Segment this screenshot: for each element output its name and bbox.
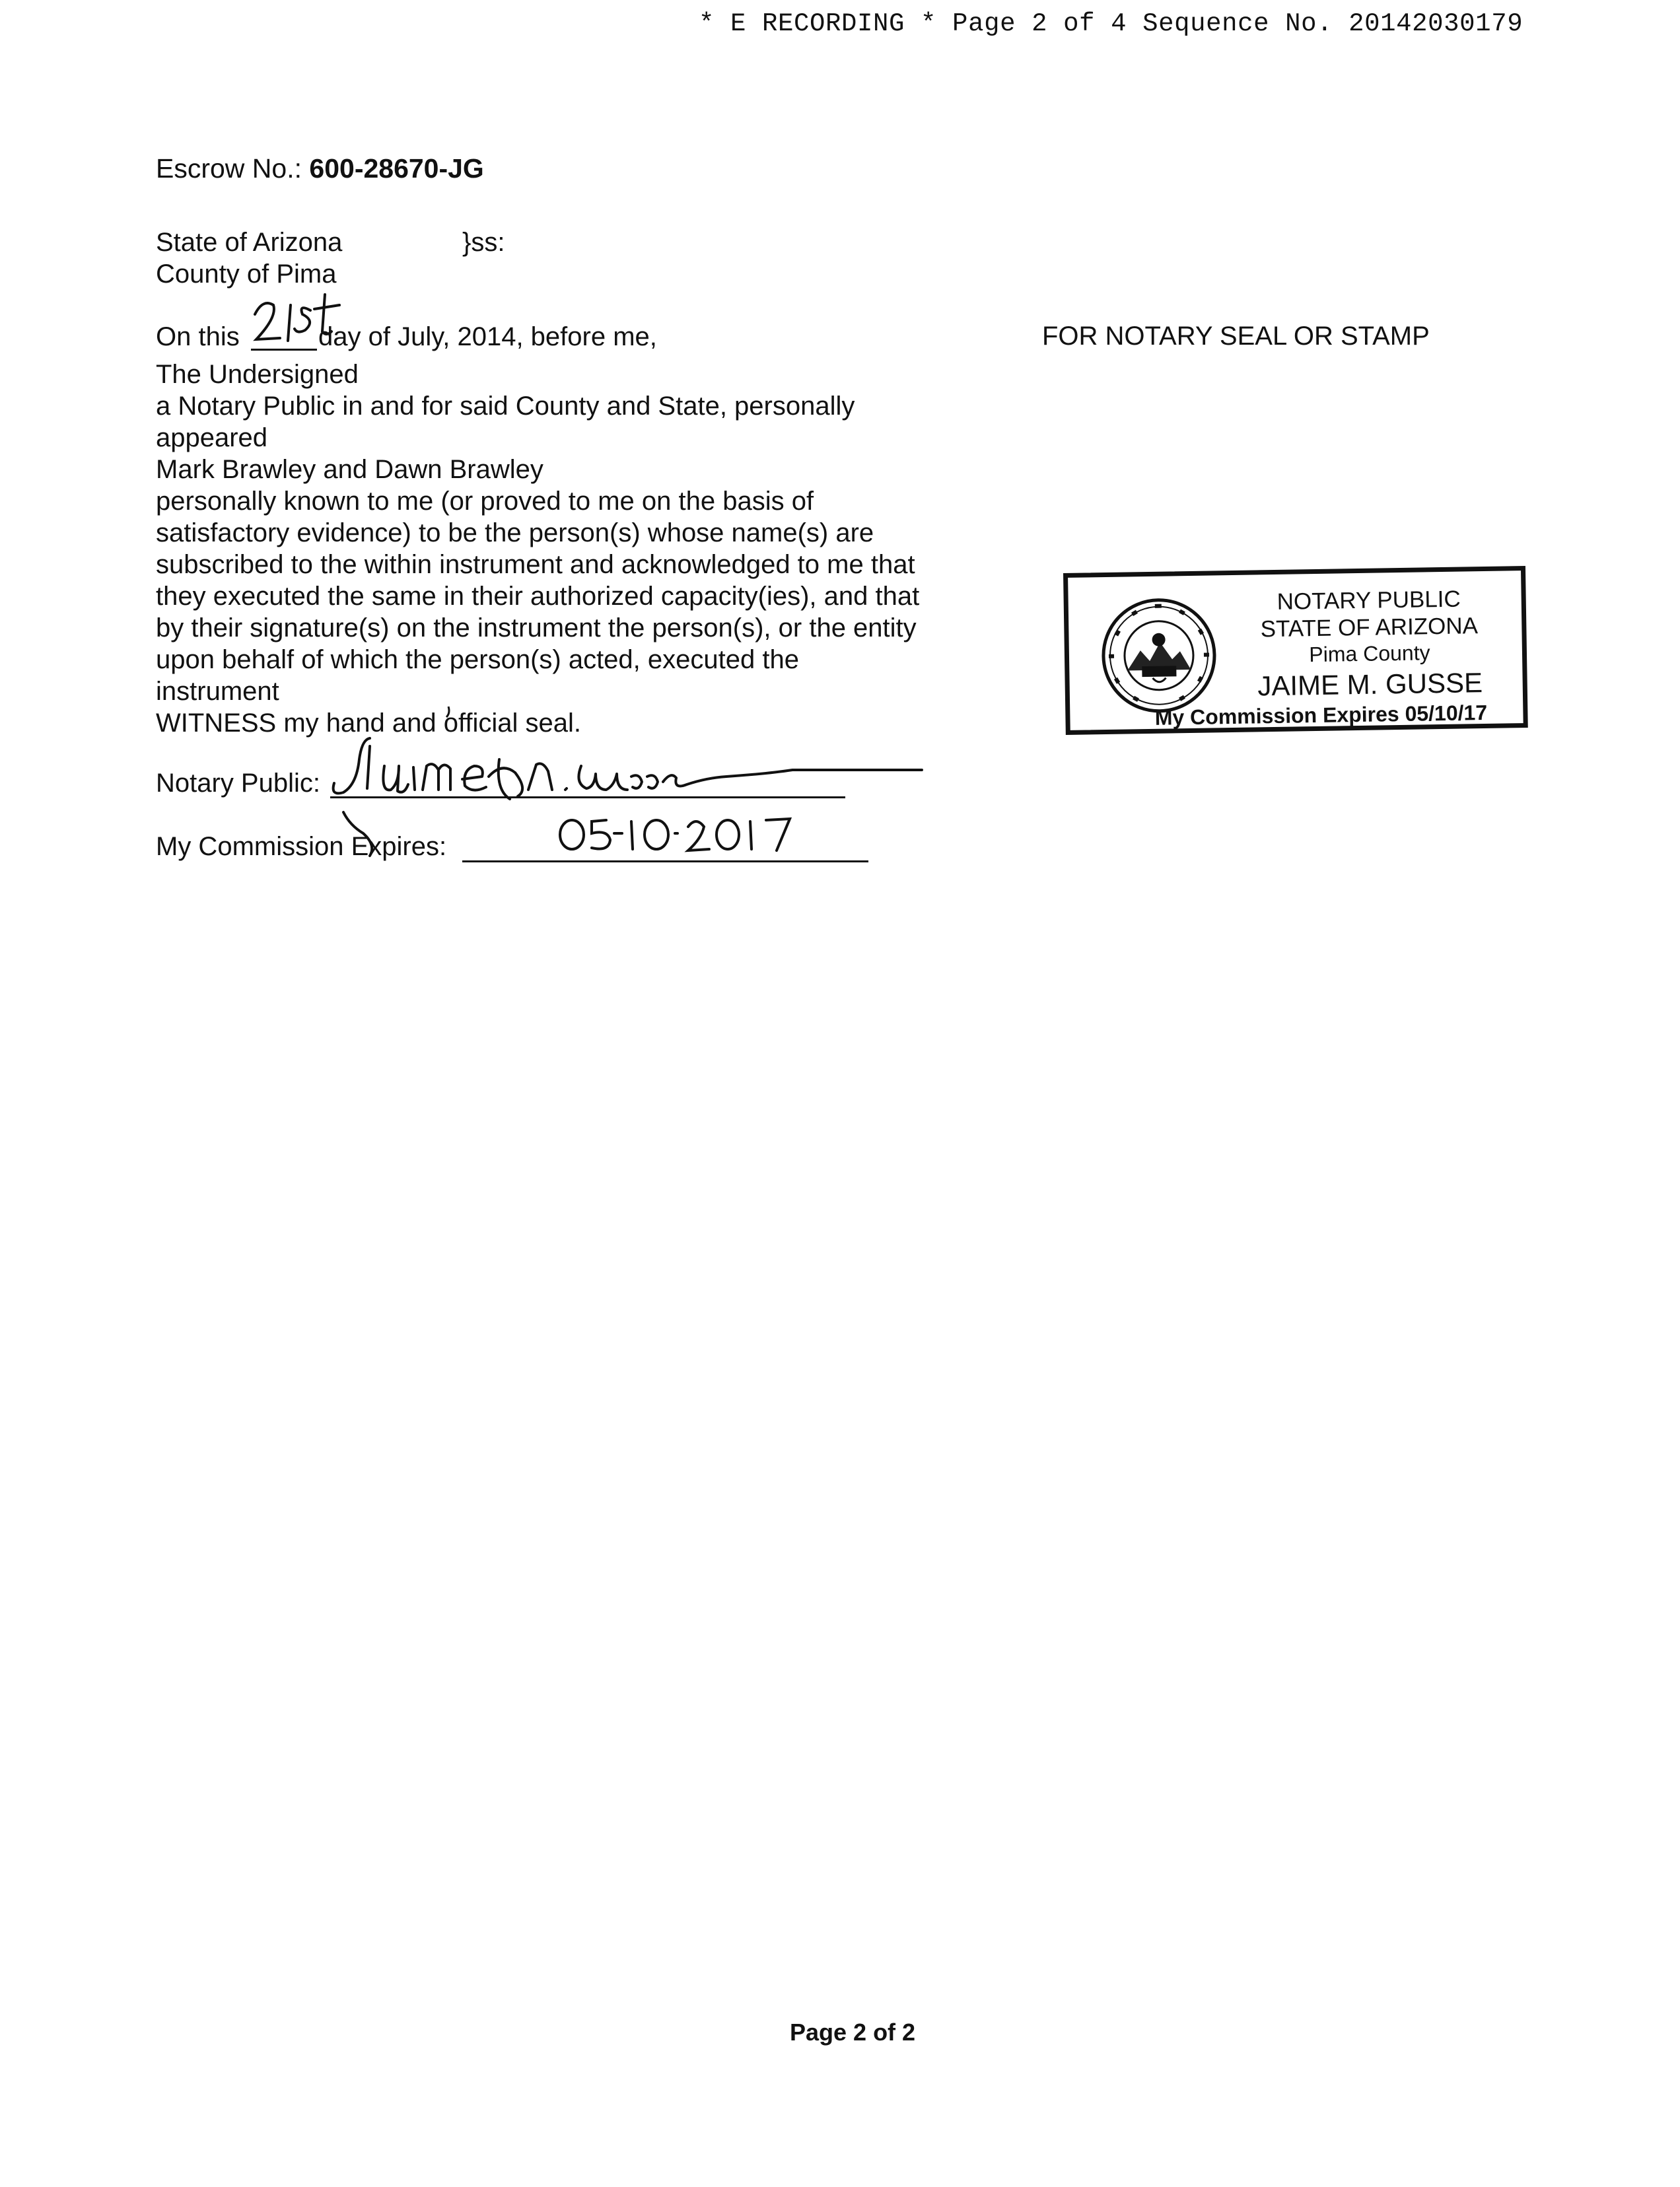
ack-line: subscribed to the within instrument and acknowledged to me that xyxy=(156,550,915,579)
stamp-commission-expiry: My Commission Expires 05/10/17 xyxy=(1154,700,1488,730)
handwritten-commission-date xyxy=(560,819,790,850)
seal-area-caption: FOR NOTARY SEAL OR STAMP xyxy=(1042,322,1430,351)
commission-label: My Commission Expires: xyxy=(156,832,447,861)
stamp-state: STATE OF ARIZONA xyxy=(1260,613,1479,642)
ack-line: a Notary Public in and for said County and State, personally xyxy=(156,392,855,421)
stamp-title: NOTARY PUBLIC xyxy=(1277,586,1461,615)
page-footer: Page 2 of 2 xyxy=(790,2019,916,2046)
ack-line: personally known to me (or proved to me on the basis of xyxy=(156,487,814,516)
ack-line: by their signature(s) on the instrument the person(s), or the entity xyxy=(156,613,917,642)
date-rest: day of July, 2014, before me, xyxy=(318,322,657,351)
stamp-notary-name: JAIME M. GUSSE xyxy=(1257,667,1483,702)
ack-line: satisfactory evidence) to be the person(s) whose name(s) are xyxy=(156,518,874,547)
venue-county: County of Pima xyxy=(156,260,337,289)
arizona-state-seal-icon xyxy=(1100,596,1218,714)
stamp-county: Pima County xyxy=(1309,641,1430,667)
escrow-number: 600-28670-JG xyxy=(309,153,484,184)
ack-line: appeared xyxy=(156,423,268,452)
ack-line: upon behalf of which the person(s) acted, executed the xyxy=(156,645,799,674)
witness-line: WITNESS my hand and official seal. xyxy=(156,709,581,738)
notary-stamp xyxy=(1063,566,1528,735)
on-this-label: On this xyxy=(156,322,240,351)
acknowledgment-body xyxy=(156,359,975,739)
venue-ss: }ss: xyxy=(462,228,505,257)
ack-line-names: Mark Brawley and Dawn Brawley xyxy=(156,455,543,484)
recording-header: * E RECORDING * Page 2 of 4 Sequence No. 20142030179 xyxy=(699,9,1523,38)
escrow-label: Escrow No.: xyxy=(156,153,302,184)
commission-date-line xyxy=(462,860,868,862)
notary-signature-line xyxy=(330,796,845,798)
venue-state: State of Arizona xyxy=(156,228,343,257)
ack-line: they executed the same in their authorized capacity(ies), and that xyxy=(156,582,920,611)
escrow-line xyxy=(156,153,484,184)
ack-line: The Undersigned xyxy=(156,360,359,389)
notary-public-label: Notary Public: xyxy=(156,769,320,798)
day-underline xyxy=(251,349,317,351)
ack-line: instrument xyxy=(156,677,279,706)
